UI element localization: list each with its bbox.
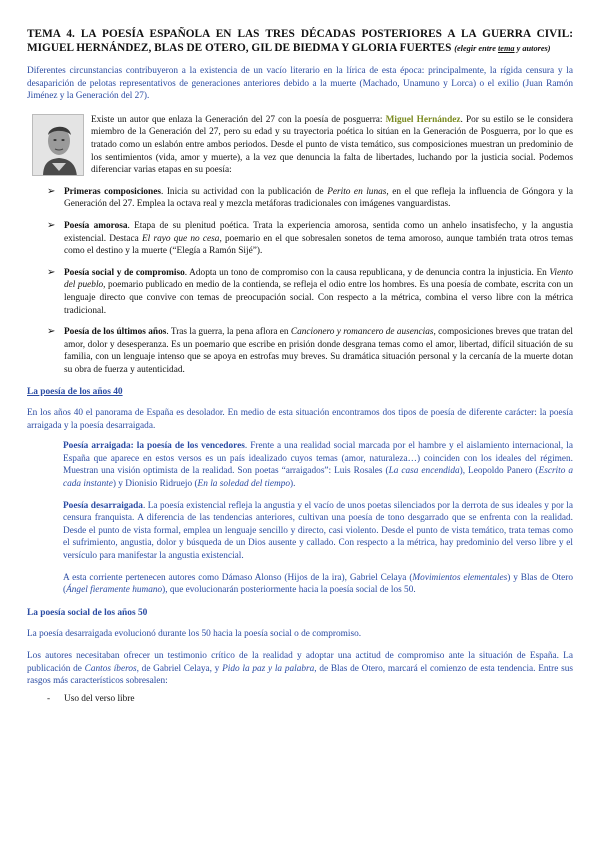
authors-work-2: Ángel fieramente humano	[66, 585, 163, 596]
section-40s-intro: En los años 40 el panorama de España es desolador. En medio de esta situación encontramos dos tipos de poesía de diferente carácter: la poesía arraigada y la poesía desarraigada.	[27, 408, 573, 431]
stage-text-b: , composiciones breves que tratan del amor, dolor y desesperanza. Es un poemario que escribe en prisión donde desgrana temas como el amor, libertad, difícil situación de su familia, con un lenguaje intenso que se apoya en estrofas muy breves. Su dramática situación personal y la cercanía de la muerte dotan su obra de fuerza y autenticidad.	[64, 327, 573, 375]
stage-text-b: , poemario en el que sobresalen sonetos de tema amoroso, aunque también trata otros temas como el destino y la muerte (“Elegía a Ramón Sijé”).	[64, 233, 573, 257]
stage-text-a: . Inicia su actividad con la publicación de	[160, 186, 328, 197]
desarraigada-text: . La poesía existencial refleja la angustia y el vacío de unos poetas silenciados por la derrota de sus ideales y por la censura franquista. A diferencia de las tendencias anteriores, cultivan una poesía de tono desgarrado que se enfrenta con la realidad. Desde el punto de vista formal, emplea un lenguaje sencillo y directo, casi violento. Desde el punto de vista temático, trata temas como el sufrimiento, angustia, dolor y búsqueda de un Dios ausente y callado. Con respecto a la métrica, hay predominio del verso libre y el versículo para manifestar la angustia existencial.	[63, 500, 574, 561]
stage-item	[27, 186, 573, 211]
arrow-bullet-icon: ➢	[47, 219, 56, 231]
section-heading-40s: La poesía de los años 40	[27, 387, 123, 398]
section-50s-p2	[27, 650, 573, 688]
title-note	[454, 44, 550, 53]
stages-list	[27, 186, 573, 377]
author-portrait	[32, 114, 84, 176]
authors-work-1: Movimientos elementales	[412, 572, 508, 583]
author-text-a: Existe un autor que enlaza la Generación del 27 con la poesía de posguerra:	[91, 114, 386, 125]
arraigada-work-3: En la soledad del tiempo	[197, 479, 290, 490]
document-title	[27, 28, 573, 55]
intro-paragraph: Diferentes circunstancias contribuyeron a la existencia de un vacío literario en la lírica de esta época: principalmente, la rígida censura y la desaparición de pelotas representativos de generaciones anteriores debido a la muerte (Machado, Unamuno y Lorca) o el exilio (Juan Ramón Jiménez y la Generación del 27).	[27, 66, 573, 102]
author-paragraph	[91, 114, 573, 177]
title-note-link: tema	[497, 43, 515, 53]
authors-text-c: ), que evolucionarán posteriormente hacia la poesía social de los 50.	[162, 585, 416, 596]
stage-text-a: . Etapa de su plenitud poética. Trata la experiencia amorosa, sentida como un anhelo insatisfecho, y la angustia existencial. Destaca	[64, 220, 573, 244]
stage-text-b: , en el que refleja la influencia de Góngora y la Generación del 27. Emplea la octava real y mezcla metáforas tradicionales con imágenes vanguardistas.	[64, 186, 573, 210]
stage-item	[27, 267, 573, 317]
stage-text	[64, 186, 573, 211]
arrow-bullet-icon: ➢	[47, 266, 56, 278]
stage-heading: Poesía de los últimos años	[64, 327, 167, 338]
stage-work: Cancionero y romancero de ausencias	[290, 327, 434, 338]
stage-text-a: . Tras la guerra, la pena aflora en	[166, 327, 291, 338]
stage-text-a: . Adopta un tono de compromiso con la causa republicana, y de denuncia contra la injusticia. En	[184, 267, 550, 278]
authors-text-a: A esta corriente pertenecen autores como Dámaso Alonso (Hijos de la ira), Gabriel Celaya (	[63, 572, 413, 583]
stage-item	[27, 220, 573, 258]
authors-paragraph	[63, 572, 573, 597]
arraigada-text-d: ).	[290, 479, 296, 490]
desarraigada-heading: Poesía desarraigada	[63, 500, 143, 511]
arraigada-work-2: Escrito a cada instante	[63, 466, 573, 490]
author-text-b: . Por su estilo se le considera miembro de la Generación del 27, pero su edad y su trayectoria poética lo sitúan en la Generación de Posguerra, por lo que es tratado como un eslabón entre ambos periodos. Desde el punto de vista temático, sus composiciones muestran un predominio de los sentimientos (vida, amor y muerte), a la vez que denuncia la falta de libertades, luchando por la justicia social. Podemos diferenciar varias etapas en su poesía:	[91, 114, 573, 176]
section-50s-text-a: Los autores necesitaban ofrecer un testimonio crítico de la realidad y adoptar una actitud de compromiso ante la situación de España. La publicación de	[27, 650, 573, 674]
arraigada-text-b: ), Leopoldo Panero (	[459, 466, 539, 477]
arrow-bullet-icon: ➢	[47, 185, 56, 197]
stage-item	[27, 326, 573, 376]
arraigada-paragraph	[63, 440, 573, 490]
list-item	[27, 693, 573, 706]
stage-heading: Primeras composiciones	[64, 186, 161, 197]
title-text: TEMA 4. LA POESÍA ESPAÑOLA EN LAS TRES DÉCADAS POSTERIORES A LA GUERRA CIVIL: MIGUEL HERNÁNDEZ, BLAS DE OTERO, GIL DE BIEDMA Y GLORIA FUERTES	[27, 28, 573, 54]
section-50s-p1: La poesía desarraigada evolucionó durante los 50 hacia la poesía social o de compromiso.	[27, 629, 362, 640]
arraigada-heading: Poesía arraigada: la poesía de los vencedores	[63, 441, 245, 452]
author-name: Miguel Hernández	[385, 114, 461, 125]
stage-heading: Poesía social y de compromiso	[64, 267, 185, 278]
stage-work: El rayo que no cesa	[141, 233, 220, 244]
author-section	[27, 114, 573, 177]
dash-bullet-icon: -	[47, 693, 51, 704]
arraigada-text-c: ) y Dionisio Ridruejo (	[112, 479, 198, 490]
stage-text	[64, 267, 573, 317]
title-note-c: y autores)	[514, 43, 551, 53]
section-50s-text-b: , de Gabriel Celaya, y	[136, 663, 223, 674]
stage-heading: Poesía amorosa	[64, 220, 128, 231]
arraigada-block	[27, 440, 573, 597]
section-50s-work-2: Pido la paz y la palabra	[222, 663, 315, 674]
stage-work: Perito en lunas	[327, 186, 387, 197]
title-note-a: (elegir entre	[454, 43, 498, 53]
arraigada-work-1: La casa encendida	[388, 466, 460, 477]
arraigada-text-a: . Frente a una realidad social marcada por el hambre y el aislamiento internacional, la España que aparece en estos versos es un país idealizado cuyos temas (amor, naturaleza…) coinciden con los ideales del régimen. Muestran una visión optimista de la realidad. Son poetas “arraigados”: Luis Rosales (	[63, 441, 573, 477]
stage-text	[64, 326, 573, 376]
section-50s-work-1: Cantos íberos	[84, 663, 137, 674]
authors-text-b: ) y Blas de Otero (	[63, 572, 573, 596]
stage-text	[64, 220, 573, 258]
stage-work: Viento del pueblo	[64, 267, 573, 291]
section-50s-text-c: , de Blas de Otero, marcará el comienzo de esta tendencia. Entre sus rasgos más característicos sobresalen:	[27, 663, 573, 687]
arrow-bullet-icon: ➢	[47, 326, 56, 338]
desarraigada-paragraph	[63, 500, 573, 563]
section-heading-50s: La poesía social de los años 50	[27, 607, 148, 618]
list-item-text: Uso del verso libre	[64, 693, 135, 704]
stage-text-b: , poemario publicado en medio de la contienda, se refleja el odio entre los hombres. Es una poesía de combate, escrita con un lenguaje directo que convive con temas de preocupación social. Con respecto a la métrica, combina el verso libre con la métrica tradicional.	[64, 280, 573, 316]
portrait-image	[33, 115, 84, 176]
